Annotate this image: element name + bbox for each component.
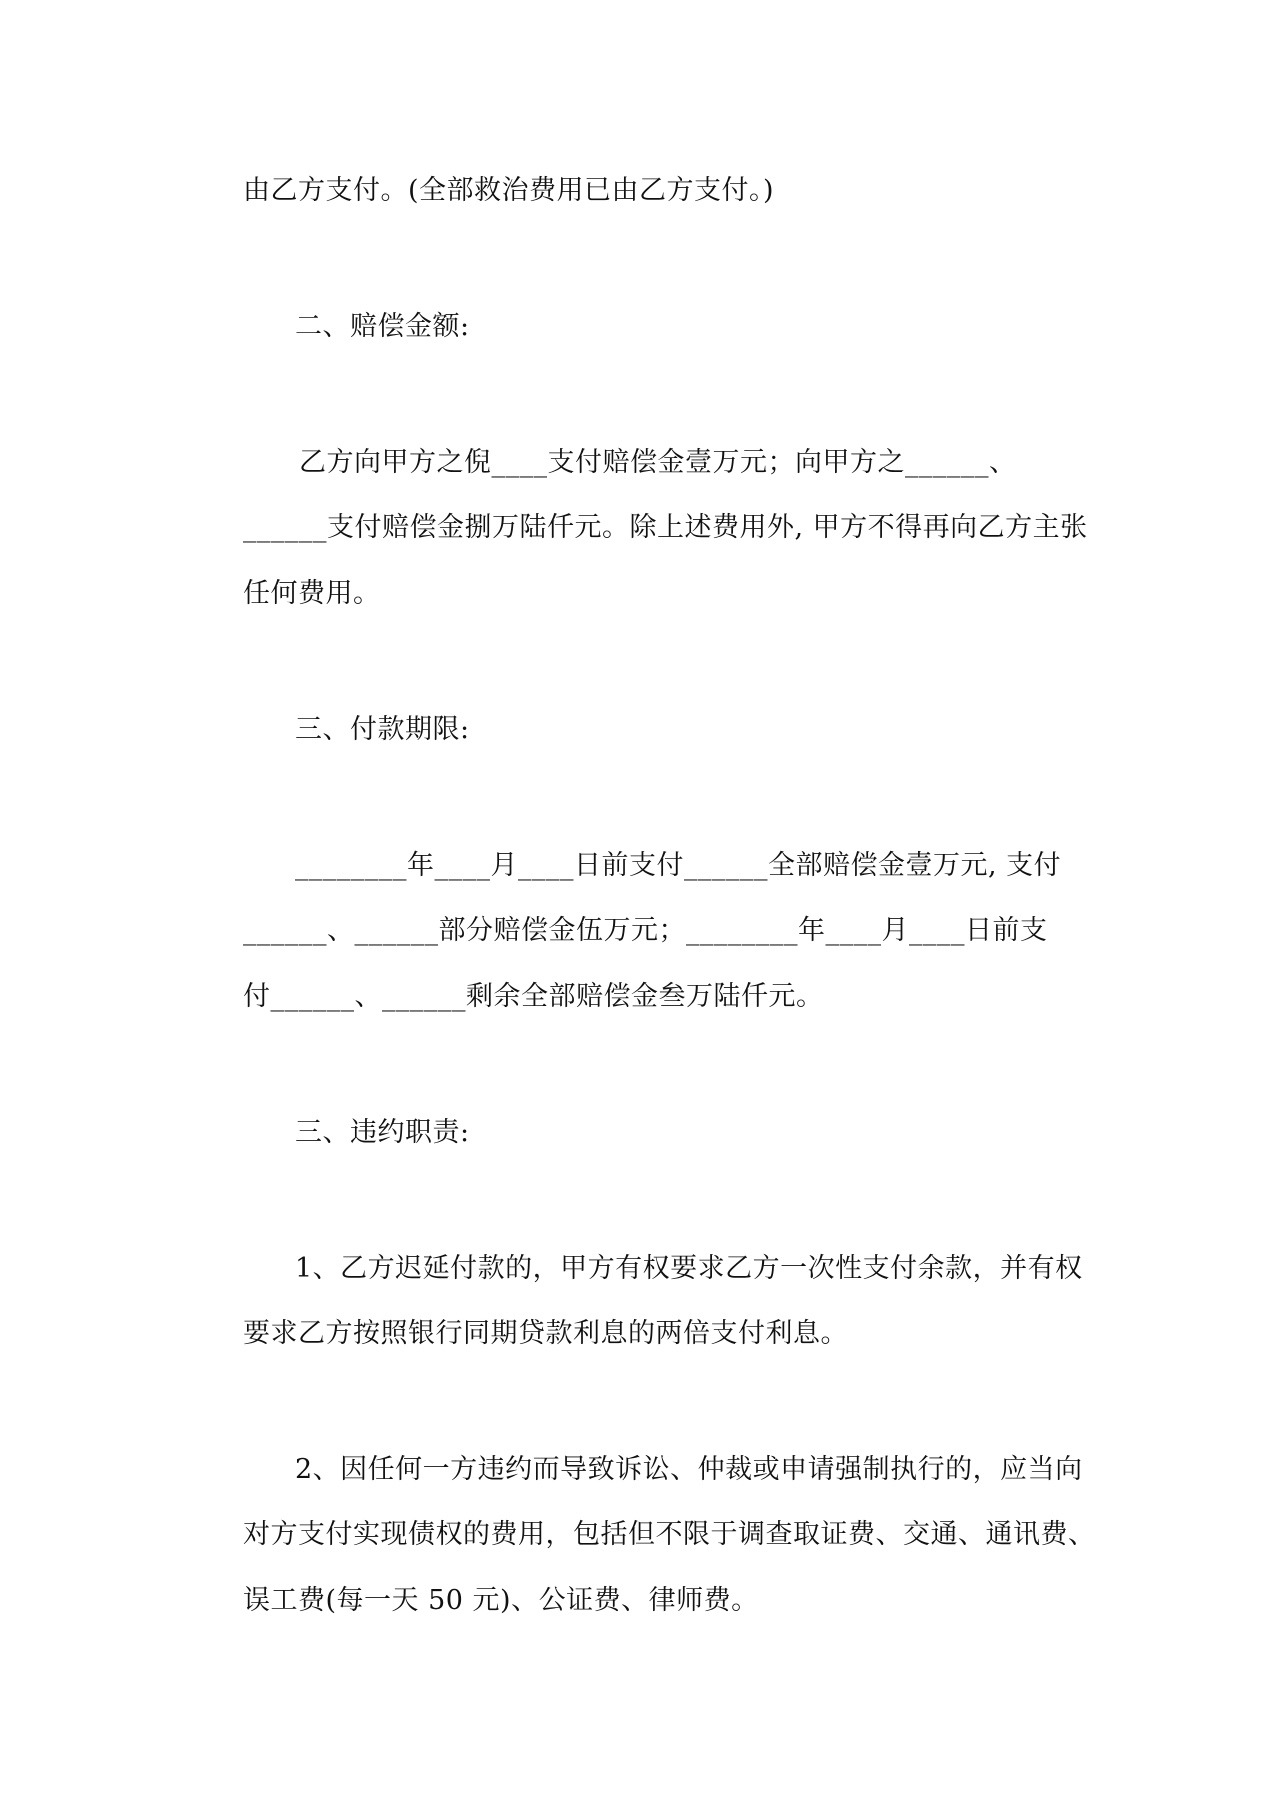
section-3-line-1: ________年____月____日前支付______全部赔偿金壹万元, 支付 xyxy=(295,850,1062,881)
clause-2-line-2: 对方支付实现债权的费用，包括但不限于调查取证费、交通、通讯费、 xyxy=(243,1519,1096,1550)
section-4-heading: 三、违约职责: xyxy=(295,1117,470,1148)
clause-2-line-1: 2、因任何一方违约而导致诉讼、仲裁或申请强制执行的，应当向 xyxy=(295,1454,1083,1485)
section-2-line-2: ______支付赔偿金捌万陆仟元。除上述费用外, 甲方不得再向乙方主张 xyxy=(243,512,1088,543)
intro-tail-text: 由乙方支付。(全部救治费用已由乙方支付。) xyxy=(243,175,775,206)
section-3-line-2: ______、______部分赔偿金伍万元；________年____月____日前支 xyxy=(243,915,1048,946)
section-2-line-3: 任何费用。 xyxy=(243,578,381,609)
clause-1-line-1: 1、乙方迟延付款的，甲方有权要求乙方一次性支付余款，并有权 xyxy=(295,1253,1083,1284)
section-3-heading: 三、付款期限: xyxy=(295,714,470,745)
clause-2-line-3: 误工费(每一天 50 元)、公证费、律师费。 xyxy=(243,1585,759,1616)
clause-1-line-2: 要求乙方按照银行同期贷款利息的两倍支付利息。 xyxy=(243,1318,848,1349)
section-2-heading: 二、赔偿金额: xyxy=(295,311,470,342)
section-2-line-1: 乙方向甲方之倪____支付赔偿金壹万元；向甲方之______、 xyxy=(299,447,1017,478)
section-3-line-3: 付______、______剩余全部赔偿金叁万陆仟元。 xyxy=(243,981,824,1012)
